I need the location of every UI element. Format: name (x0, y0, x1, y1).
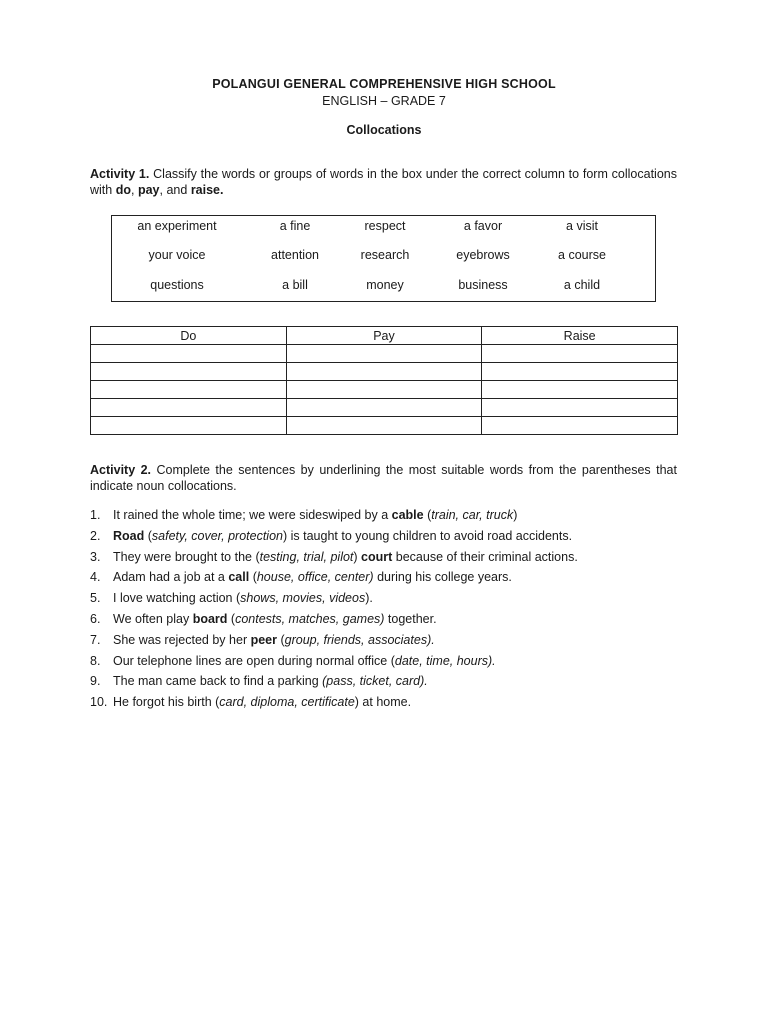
word-box-item: a course (558, 248, 606, 262)
answer-cell[interactable] (482, 345, 678, 363)
column-header-raise: Raise (482, 327, 678, 345)
activity-1-instructions (90, 167, 677, 198)
sentence-text: ( (227, 611, 236, 626)
word-box-item: money (366, 278, 404, 292)
sentence-text: during his college years. (373, 570, 512, 585)
sentence-number: 3. (90, 549, 101, 564)
sentence-item (90, 528, 690, 549)
collocation-keyword: peer (250, 632, 277, 647)
answer-cell[interactable] (91, 399, 287, 417)
sentence-number: 4. (90, 570, 101, 585)
answer-cell[interactable] (482, 417, 678, 435)
separator: , (131, 182, 135, 197)
answer-cell[interactable] (91, 345, 287, 363)
sentence-item (90, 590, 690, 611)
sentence-item (90, 569, 690, 590)
answer-cell[interactable] (482, 381, 678, 399)
keyword-raise: raise. (190, 182, 224, 197)
sentence-number: 5. (90, 591, 101, 606)
answer-table (90, 326, 678, 435)
answer-cell[interactable] (91, 381, 287, 399)
sentence-item (90, 549, 690, 570)
sentence-item (90, 653, 690, 674)
word-box-item: attention (271, 248, 319, 262)
sentence-text: The man came back to find a parking (113, 674, 323, 689)
answer-cell[interactable] (286, 399, 482, 417)
collocation-keyword: board (192, 611, 228, 626)
sentence-number: 8. (90, 653, 101, 668)
sentence-text: She was rejected by her (113, 632, 251, 647)
word-box-item: questions (150, 278, 204, 292)
sentence-text: We often play (113, 611, 193, 626)
sentence-item (90, 611, 690, 632)
sentence-item (90, 673, 690, 694)
word-box-item: a child (563, 278, 601, 292)
sentence-text: They were brought to the ( (113, 549, 260, 564)
sentence-text: I love watching action ( (113, 591, 241, 606)
choice-options[interactable]: train, car, truck (431, 508, 514, 522)
choice-options[interactable]: contests, matches, games) (235, 611, 385, 626)
answer-row (91, 345, 678, 363)
collocation-keyword: call (228, 570, 250, 585)
answer-cell[interactable] (482, 399, 678, 417)
sentence-text: ). (365, 591, 373, 606)
sentence-text: ) (353, 549, 362, 564)
sentence-item (90, 507, 690, 528)
answer-cell[interactable] (482, 363, 678, 381)
answer-cell[interactable] (286, 363, 482, 381)
sentence-text: ) is taught to young children to avoid road accidents. (282, 528, 573, 543)
word-box-item: a fine (279, 219, 311, 233)
sentence-number: 6. (90, 611, 101, 626)
column-header-do: Do (91, 327, 287, 345)
word-box-item: a favor (463, 219, 503, 233)
lesson-topic: Collocations (346, 123, 422, 137)
word-box-item: your voice (148, 248, 206, 262)
sentence-text: ( (249, 570, 257, 585)
sentence-text: together. (384, 611, 437, 626)
keyword-do: do (115, 182, 131, 197)
word-box-item: business (458, 278, 508, 292)
choice-options[interactable]: house, office, center) (256, 570, 374, 585)
sentence-number: 2. (90, 528, 101, 543)
collocation-keyword: cable (391, 508, 424, 522)
subject-grade: ENGLISH – GRADE 7 (322, 94, 446, 108)
word-box (111, 215, 656, 302)
sentence-text: ( (144, 528, 152, 543)
answer-cell[interactable] (286, 417, 482, 435)
sentence-text: because of their criminal actions. (392, 549, 578, 564)
word-box-item: research (360, 248, 410, 262)
answer-row (91, 399, 678, 417)
sentence-text: ( (423, 508, 432, 522)
choice-options[interactable]: (pass, ticket, card). (322, 674, 428, 689)
sentence-list (90, 507, 690, 715)
sentence-text: ) at home. (354, 695, 412, 710)
answer-cell[interactable] (91, 417, 287, 435)
sentence-text: Adam had a job at a (113, 570, 229, 585)
choice-options[interactable]: card, diploma, certificate (219, 695, 355, 710)
sentence-number: 9. (90, 674, 101, 689)
sentence-number: 7. (90, 632, 101, 647)
choice-options[interactable]: date, time, hours). (394, 653, 496, 668)
word-box-item: an experiment (137, 219, 217, 233)
school-name: POLANGUI GENERAL COMPREHENSIVE HIGH SCHOOL (212, 77, 556, 91)
answer-cell[interactable] (91, 363, 287, 381)
answer-row (91, 363, 678, 381)
activity-2-label: Activity 2. (90, 463, 152, 477)
separator: , and (159, 182, 188, 197)
collocation-keyword: Road (113, 528, 145, 543)
word-box-item: respect (364, 219, 406, 233)
sentence-number: 1. (90, 508, 101, 522)
column-header-pay: Pay (286, 327, 482, 345)
sentence-text: ( (276, 632, 285, 647)
word-box-item: eyebrows (456, 248, 510, 262)
sentence-text: He forgot his birth ( (113, 695, 220, 710)
activity-2-text: Complete the sentences by underlining the most suitable words from the parentheses that indicate noun collocations. (90, 463, 677, 493)
activity-1-label: Activity 1. (90, 167, 150, 181)
choice-options[interactable]: group, friends, associates). (284, 632, 435, 647)
word-box-item: a visit (566, 219, 598, 233)
word-box-item: a bill (282, 278, 308, 292)
sentence-number: 10. (90, 695, 108, 710)
sentence-text: ) (513, 508, 518, 522)
sentence-text: It rained the whole time; we were sideswiped by a (113, 508, 392, 522)
activity-2-instructions (90, 463, 677, 494)
sentence-item (90, 694, 690, 715)
sentence-item (90, 632, 690, 653)
answer-row (91, 417, 678, 435)
choice-options[interactable]: shows, movies, videos (240, 591, 366, 606)
table-header-row (91, 327, 678, 345)
choice-options[interactable]: testing, trial, pilot (259, 549, 354, 564)
sentence-text: Our telephone lines are open during normal office ( (113, 653, 395, 668)
collocation-keyword: court (361, 549, 393, 564)
activity-1-text: Classify the words or groups of words in the box under the correct column to form collocations with (90, 167, 677, 197)
keyword-pay: pay (137, 182, 160, 197)
choice-options[interactable]: safety, cover, protection (151, 528, 283, 543)
answer-cell[interactable] (286, 345, 482, 363)
answer-row (91, 381, 678, 399)
answer-cell[interactable] (286, 381, 482, 399)
